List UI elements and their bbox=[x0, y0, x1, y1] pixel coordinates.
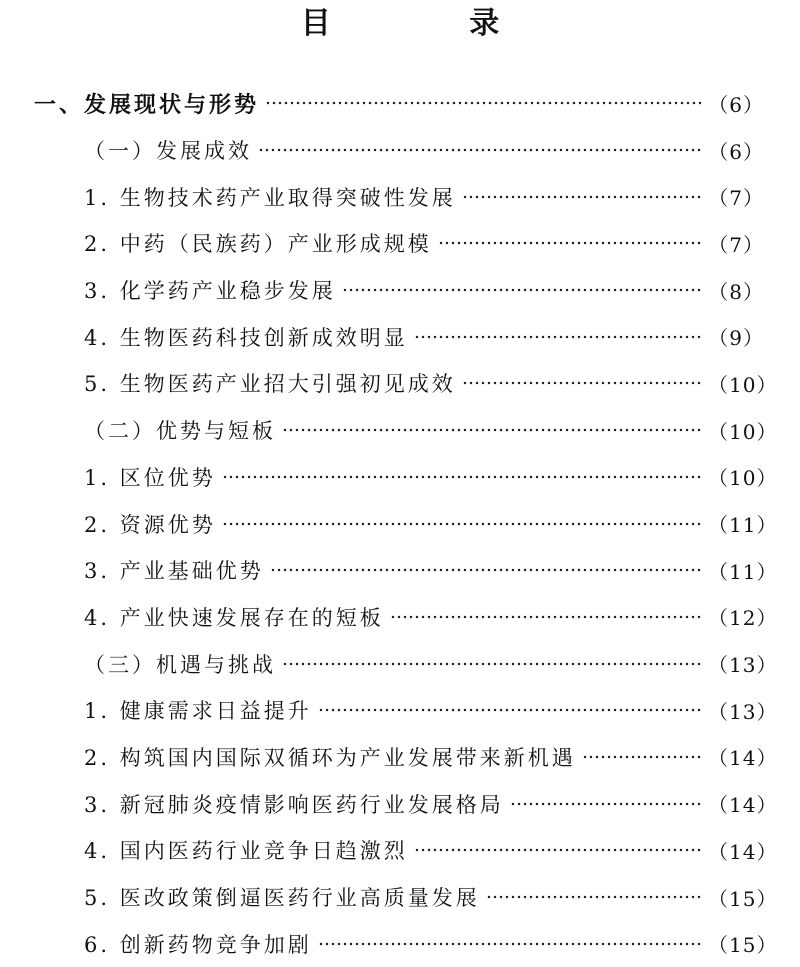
toc-entry-page-number: （7） bbox=[708, 232, 764, 257]
dot-leader bbox=[258, 143, 702, 157]
toc-entry-page-number: （9） bbox=[708, 326, 764, 351]
toc-entry-label: 1. 区位优势 bbox=[84, 465, 216, 490]
toc-entry-label: 1. 健康需求日益提升 bbox=[84, 699, 312, 724]
toc-entry-label: 4. 国内医药行业竞争日趋激烈 bbox=[84, 839, 408, 864]
toc-entry-label: （二）优势与短板 bbox=[84, 419, 276, 444]
toc-entry[interactable] bbox=[0, 360, 800, 407]
dot-leader bbox=[222, 470, 702, 484]
dot-leader bbox=[438, 236, 702, 250]
toc-entry[interactable] bbox=[0, 547, 800, 594]
toc-entry[interactable] bbox=[0, 407, 800, 454]
toc-entry-page-number: （15） bbox=[708, 886, 778, 911]
toc-entry[interactable] bbox=[0, 734, 800, 781]
toc-entry-page-number: （6） bbox=[708, 92, 764, 117]
table-of-contents bbox=[0, 80, 800, 967]
toc-entry-label: 3. 化学药产业稳步发展 bbox=[84, 279, 336, 304]
toc-entry-label: 6. 创新药物竞争加剧 bbox=[84, 932, 312, 957]
dot-leader bbox=[318, 703, 702, 717]
toc-entry-label: 5. 生物医药产业招大引强初见成效 bbox=[84, 372, 456, 397]
toc-entry-page-number: （14） bbox=[708, 839, 778, 864]
toc-entry-label: 2. 构筑国内国际双循环为产业发展带来新机遇 bbox=[84, 745, 576, 770]
toc-entry[interactable] bbox=[0, 500, 800, 547]
toc-entry[interactable] bbox=[0, 874, 800, 921]
dot-leader bbox=[342, 283, 702, 297]
dot-leader bbox=[582, 750, 702, 764]
dot-leader bbox=[462, 376, 702, 390]
dot-leader bbox=[282, 423, 702, 437]
toc-entry[interactable] bbox=[0, 827, 800, 874]
dot-leader bbox=[510, 797, 702, 811]
dot-leader bbox=[414, 843, 702, 857]
toc-entry-page-number: （10） bbox=[708, 466, 778, 491]
toc-entry[interactable] bbox=[0, 780, 800, 827]
dot-leader bbox=[462, 190, 702, 204]
toc-entry-page-number: （8） bbox=[708, 279, 764, 304]
toc-entry-page-number: （13） bbox=[708, 699, 778, 724]
toc-entry-label: （一）发展成效 bbox=[84, 139, 252, 164]
toc-entry-page-number: （12） bbox=[708, 606, 778, 631]
toc-entry-label: 2. 中药（民族药）产业形成规模 bbox=[84, 232, 432, 257]
toc-entry[interactable] bbox=[0, 173, 800, 220]
toc-entry-page-number: （11） bbox=[708, 559, 778, 584]
toc-entry[interactable] bbox=[0, 640, 800, 687]
toc-entry-label: 3. 新冠肺炎疫情影响医药行业发展格局 bbox=[84, 792, 504, 817]
toc-entry-page-number: （15） bbox=[708, 933, 778, 958]
page-title: 目 录 bbox=[300, 6, 564, 41]
toc-entry-page-number: （13） bbox=[708, 653, 778, 678]
toc-entry[interactable] bbox=[0, 454, 800, 501]
toc-entry-label: 4. 生物医药科技创新成效明显 bbox=[84, 325, 408, 350]
toc-entry-page-number: （14） bbox=[708, 793, 778, 818]
toc-entry[interactable] bbox=[0, 594, 800, 641]
dot-leader bbox=[282, 657, 702, 671]
dot-leader bbox=[270, 563, 702, 577]
dot-leader bbox=[265, 96, 702, 110]
toc-entry-page-number: （6） bbox=[708, 139, 764, 164]
dot-leader bbox=[222, 517, 702, 531]
toc-entry-label: 1. 生物技术药产业取得突破性发展 bbox=[84, 185, 456, 210]
toc-entry-label: 2. 资源优势 bbox=[84, 512, 216, 537]
toc-entry-page-number: （11） bbox=[708, 513, 778, 538]
dot-leader bbox=[486, 890, 702, 904]
toc-entry[interactable] bbox=[0, 220, 800, 267]
toc-entry-label: 3. 产业基础优势 bbox=[84, 559, 264, 584]
toc-entry-label: （三）机遇与挑战 bbox=[84, 652, 276, 677]
toc-entry-page-number: （10） bbox=[708, 372, 778, 397]
toc-entry-page-number: （7） bbox=[708, 186, 764, 211]
toc-entry-label: 4. 产业快速发展存在的短板 bbox=[84, 605, 384, 630]
toc-entry-label: 一、发展现状与形势 bbox=[34, 92, 260, 118]
toc-entry[interactable] bbox=[0, 313, 800, 360]
toc-entry-page-number: （10） bbox=[708, 419, 778, 444]
toc-entry[interactable] bbox=[0, 80, 800, 127]
dot-leader bbox=[318, 937, 702, 951]
toc-entry-label: 5. 医改政策倒逼医药行业高质量发展 bbox=[84, 886, 480, 911]
dot-leader bbox=[390, 610, 702, 624]
toc-entry[interactable] bbox=[0, 127, 800, 174]
dot-leader bbox=[414, 330, 702, 344]
toc-entry[interactable] bbox=[0, 267, 800, 314]
toc-entry[interactable] bbox=[0, 687, 800, 734]
toc-entry[interactable] bbox=[0, 920, 800, 967]
toc-entry-page-number: （14） bbox=[708, 746, 778, 771]
